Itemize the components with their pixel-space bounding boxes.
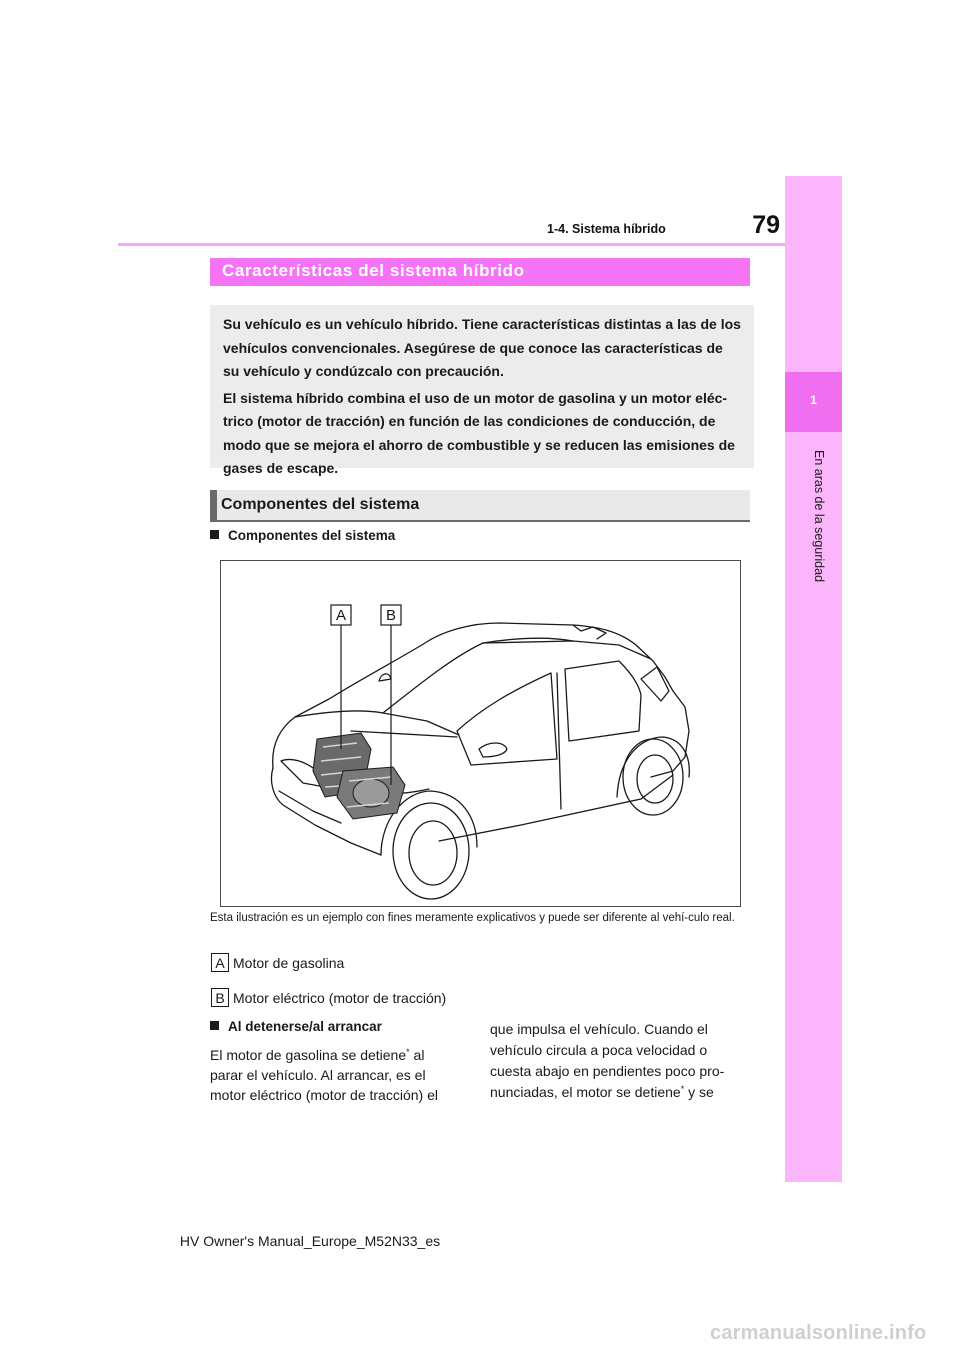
legend-key-a: A xyxy=(211,953,229,972)
page-number: 79 xyxy=(752,211,780,239)
body-column-left xyxy=(210,1019,460,1105)
legend-key-b: B xyxy=(211,988,229,1007)
side-chapter-tab xyxy=(785,176,842,1182)
intro-paragraph-2: El sistema híbrido combina el uso de un motor de gasolina y un motor eléc-trico (motor de tracción) en función de las condiciones de conducción, de modo que se mejora el ahorro de combustible y se reducen las emisiones de gases de escape. xyxy=(223,389,735,476)
subheading-components-text: Componentes del sistema xyxy=(228,528,396,543)
car-rear-window xyxy=(641,667,669,701)
car-rear-wheel-arch xyxy=(617,737,689,797)
car-hood-crease xyxy=(351,731,457,737)
right-text-1: que impulsa el vehículo. Cuando el vehículo circula a poca velocidad o cuesta abajo en pendientes poco pro-nunciadas, el motor se detiene xyxy=(490,1021,725,1100)
subheading-components xyxy=(210,528,395,543)
car-illustration xyxy=(220,560,741,907)
car-door-line xyxy=(557,673,561,809)
watermark: carmanualsonline.info xyxy=(710,1322,927,1344)
legend-text-a: Motor de gasolina xyxy=(233,954,345,971)
side-tab-chapter-title: En aras de la seguridad xyxy=(812,450,826,583)
footer-manual-id: HV Owner's Manual_Europe_M52N33_es xyxy=(179,1233,441,1249)
car-drawing xyxy=(221,561,741,907)
car-side-window-front xyxy=(457,673,557,765)
car-mirror xyxy=(479,743,507,757)
left-text-2: al parar el vehículo. Al arrancar, es el motor eléctrico (motor de tracción) el xyxy=(210,1047,438,1103)
section-heading-title: Componentes del sistema xyxy=(221,496,420,513)
legend-text-b: Motor eléctrico (motor de tracción) xyxy=(233,989,447,1006)
legend-item-a xyxy=(211,953,344,972)
header-rule xyxy=(118,243,785,246)
callout-b-label: B xyxy=(385,607,397,624)
legend-item-b xyxy=(211,988,446,1007)
running-head: 1-4. Sistema híbrido xyxy=(547,222,666,236)
intro-paragraph-1: Su vehículo es un vehículo híbrido. Tiene características distintas a las de los vehículos convencionales. Asegúrese de que conoce las características de su vehículo y condúzcalo con precaución. xyxy=(223,316,741,379)
right-text-2: y se xyxy=(684,1084,714,1100)
callout-b xyxy=(381,605,401,785)
footnote-marker: * xyxy=(680,1084,685,1094)
square-bullet-icon xyxy=(210,1021,219,1030)
stop-start-paragraph-left xyxy=(210,1045,460,1105)
figure-caption: Esta ilustración es un ejemplo con fines meramente explicativos y puede ser diferente al vehí-culo real. xyxy=(210,912,735,924)
footnote-marker: * xyxy=(406,1047,410,1057)
banner-title: Características del sistema híbrido xyxy=(222,261,525,280)
stop-start-paragraph-right xyxy=(490,1019,750,1103)
subheading-stop-start-text: Al detenerse/al arrancar xyxy=(228,1019,382,1034)
electric-motor xyxy=(337,767,405,819)
car-front-rim xyxy=(409,821,457,885)
square-bullet-icon xyxy=(210,530,219,539)
body-column-right xyxy=(490,1019,750,1103)
car-hood xyxy=(295,711,459,735)
car-antenna xyxy=(379,674,391,681)
car-side-window-rear xyxy=(565,661,641,741)
car-roof-line xyxy=(483,641,651,659)
side-tab-chapter-number: 1 xyxy=(810,393,817,407)
subheading-stop-start xyxy=(210,1019,460,1034)
left-text-1: El motor de gasolina se detiene xyxy=(210,1047,407,1063)
callout-a xyxy=(331,605,351,749)
intro-box xyxy=(210,305,754,476)
callout-a-label: A xyxy=(335,607,347,624)
